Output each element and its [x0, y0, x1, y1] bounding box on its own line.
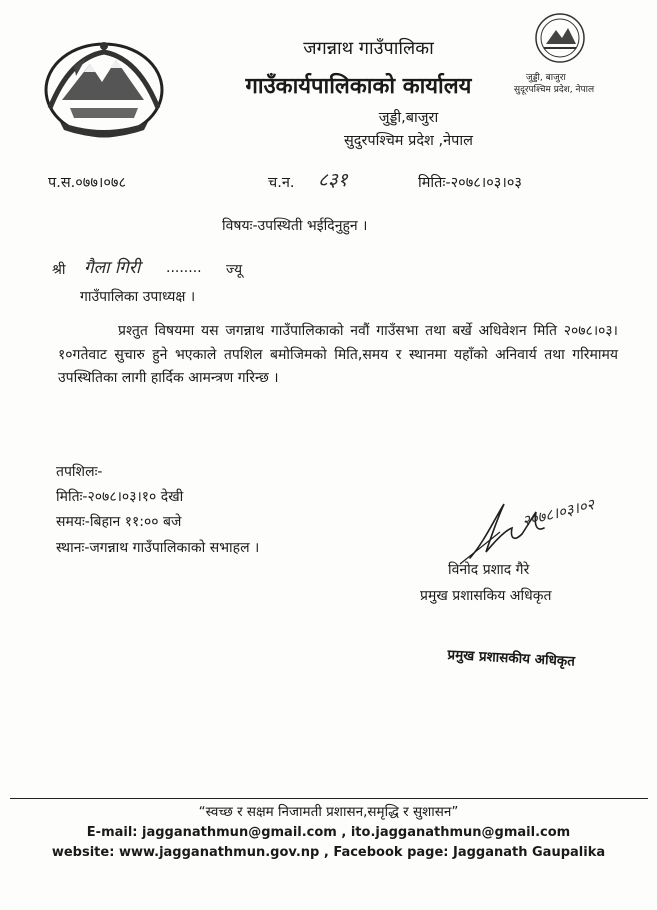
designation-stamp: प्रमुख प्रशासकीय अधिकृत	[447, 646, 576, 670]
footer-email: E-mail: jagganathmun@gmail.com , ito.jagganathmun@gmail.com	[86, 825, 571, 840]
seal-text-2: सुदूरपश्चिम प्रदेश, नेपाल	[514, 85, 595, 95]
letter-subject: विषयः-उपस्थिती भईदिनुहुन ।	[222, 218, 368, 234]
details-time: समयः-बिहान ११:०० बजे	[56, 514, 182, 530]
footer-website: website: www.jagganathmun.gov.np , Facebook page: Jagganath Gaupalika	[51, 845, 606, 860]
details-date: मितिः-२०७८।०३।१० देखी	[56, 489, 184, 505]
letter-body: प्रश्तुत विषयमा यस जगन्नाथ गाउँपालिकाको नवौं गाउँसभा तथा बर्खे अधिवेशन मिति २०७८।०३।१०गतेवाट सुचारु हुने भएकाले तपशिल बमोजिमको मिति,समय र स्थानमा यहाँको अनिवार्य तथा गरिमामय उपस्थितिका लागी हार्दिक आमन्त्रण गरिन्छ ।	[58, 323, 618, 386]
dispatch-label: च.न.	[268, 175, 295, 191]
footer-motto: “स्वच्छ र सक्षम निजामती प्रशासन,समृद्धि र सुशासन”	[198, 804, 459, 820]
dispatch-number: ८३१	[318, 169, 348, 191]
footer-divider	[10, 798, 648, 799]
office-name: गाउँकार्यपालिकाको कार्यालय	[245, 74, 472, 99]
letter-date: मितिः-२०७८।०३।०३	[418, 175, 522, 191]
signatory-name: विनोद प्रशाद गैरे	[448, 562, 530, 578]
office-province: सुदुरपश्चिम प्रदेश ,नेपाल	[344, 133, 473, 149]
letter-number: प.स.०७७।०७८	[48, 175, 126, 191]
seal-text-1: जुड्डी, बाजुरा	[526, 73, 566, 83]
office-address: जुड्डी,बाजुरा	[378, 110, 439, 126]
details-heading: तपशिलः-	[56, 464, 103, 480]
recipient-honorific: ज्यू	[226, 262, 243, 278]
recipient-name: गैला गिरी	[84, 258, 141, 278]
signature-date: २०७८।०३।०२	[520, 495, 597, 531]
recipient-prefix: श्री	[52, 262, 66, 278]
municipality-name: जगन्नाथ गाउँपालिका	[303, 38, 434, 59]
signatory-designation: प्रमुख प्रशासकिय अधिकृत	[420, 588, 552, 604]
recipient-dots: ........	[166, 260, 202, 276]
recipient-title: गाउँपालिका उपाध्यक्ष ।	[80, 289, 196, 305]
details-place: स्थानः-जगन्नाथ गाउँपालिकाको सभाहल ।	[56, 540, 260, 556]
